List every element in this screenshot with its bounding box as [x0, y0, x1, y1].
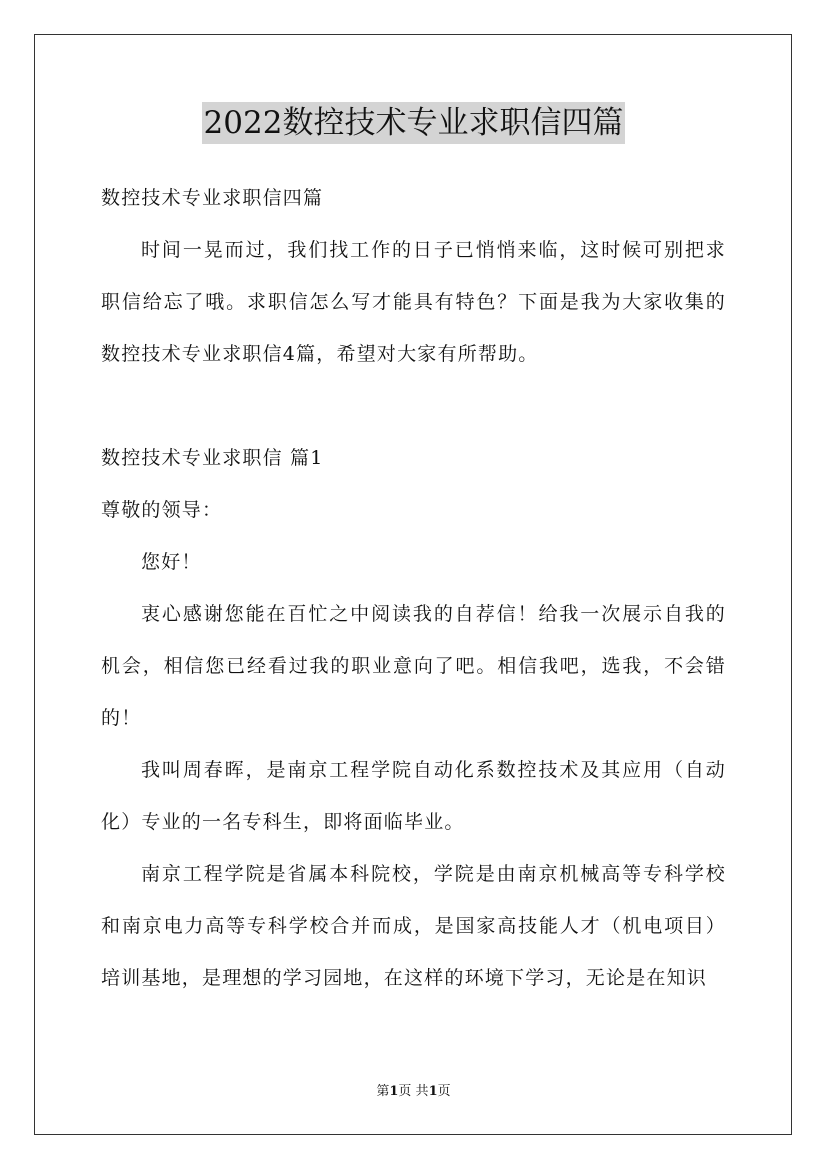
body-paragraph: 衷心感谢您能在百忙之中阅读我的自荐信！给我一次展示自我的机会，相信您已经看过我的职业意向了吧。相信我吧，选我，不会错的！ — [101, 603, 726, 729]
body-paragraph: 南京工程学院是省属本科院校，学院是由南京机械高等专科学校和南京电力高等专科学校合并而成，是国家高技能人才（机电项目）培训基地，是理想的学习园地，在这样的环境下学习，无论是在知识 — [101, 863, 726, 989]
body-paragraph: 我叫周春晖，是南京工程学院自动化系数控技术及其应用（自动化）专业的一名专科生，即将面临毕业。 — [101, 759, 726, 833]
page-number-prefix: 第 — [376, 1084, 390, 1099]
section-heading: 数控技术专业求职信 篇1 — [101, 447, 324, 469]
page-number-suffix: 页 — [437, 1084, 451, 1099]
current-page-number: 1 — [389, 1084, 399, 1099]
greeting: 您好！ — [141, 551, 202, 573]
title-container — [0, 102, 827, 144]
page-footer — [0, 1083, 827, 1101]
page-number-mid: 页 共 — [398, 1084, 429, 1099]
salutation: 尊敬的领导： — [101, 499, 223, 521]
total-page-number: 1 — [428, 1084, 438, 1099]
document-subtitle: 数控技术专业求职信四篇 — [101, 187, 324, 209]
document-title: 2022数控技术专业求职信四篇 — [202, 102, 626, 144]
blank-line — [101, 380, 726, 432]
document-body — [101, 172, 726, 1004]
intro-paragraph: 时间一晃而过，我们找工作的日子已悄悄来临，这时候可别把求职信给忘了哦。求职信怎么写才能具有特色？下面是我为大家收集的数控技术专业求职信4篇，希望对大家有所帮助。 — [101, 239, 726, 365]
